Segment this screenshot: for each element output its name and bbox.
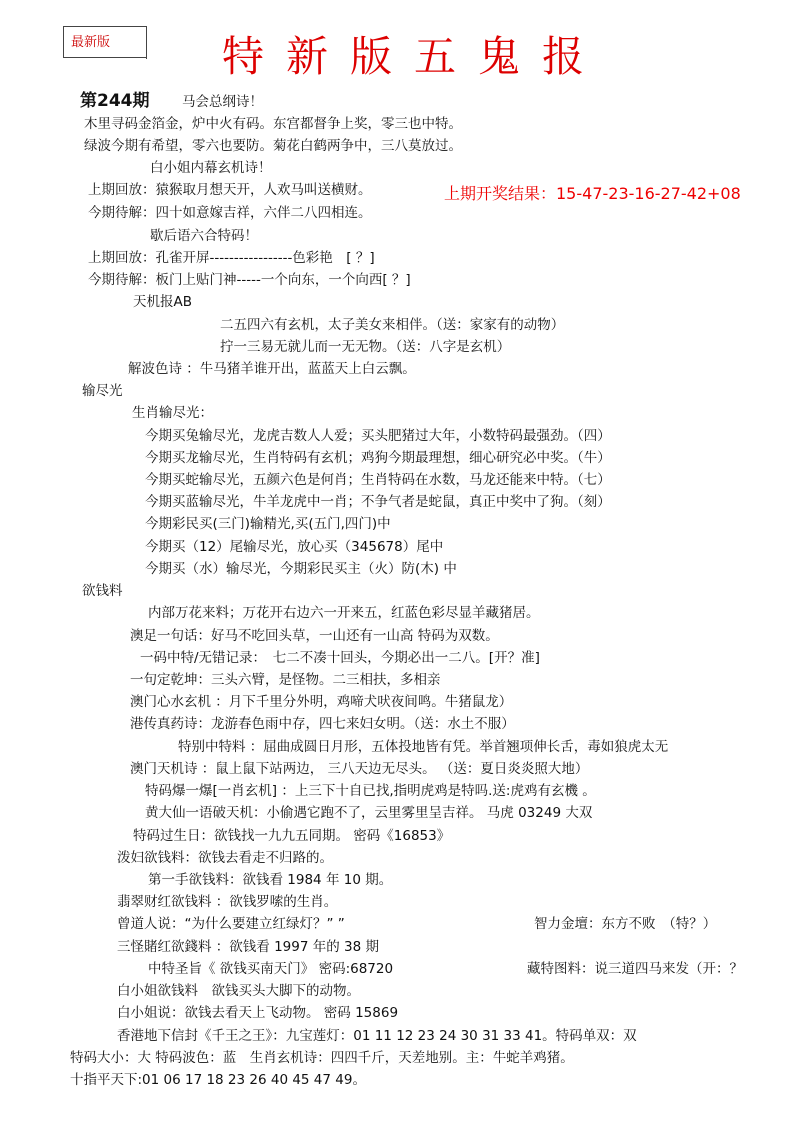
text-line: 马会总纲诗！ <box>182 94 263 110</box>
text-line: 智力金壇：东方不败 （特？） <box>534 916 717 932</box>
text-line: 十指平天下:01 06 17 18 23 26 40 45 47 49。 <box>70 1072 366 1088</box>
text-line: 今期待解：板门上贴门神-----一个向东，一个向西[ ？] <box>88 272 411 288</box>
text-line: 第一手欲钱料：欲钱看 1984 年 10 期。 <box>148 872 393 888</box>
text-line: 曾道人说：“为什么要建立红绿灯？” ” <box>117 916 345 932</box>
text-line: 香港地下信封《千王之王》：九宝莲灯：01 11 12 23 24 30 31 33 41。特码单双：双 <box>117 1028 637 1044</box>
text-line: 白小姐欲钱料 欲钱买头大脚下的动物。 <box>117 983 360 999</box>
text-line: 特别中特料 ：屈曲成圆日月形，五体投地皆有凭。举首翘项伸长舌，毒如狼虎太无 <box>178 739 669 755</box>
text-line: 特码爆一爆[一肖玄机] ：上三下十自已找,指明虎鸡是特吗.送:虎鸡有玄機 。 <box>145 783 596 799</box>
text-line: 生肖输尽光： <box>132 405 213 421</box>
text-line: 澳足一句话：好马不吃回头草，一山还有一山高 特码为双数。 <box>130 628 499 644</box>
text-line: 绿波今期有希望，零六也要防。菊花白鹤两争中，三八莫放过。 <box>84 138 462 154</box>
text-line: 木里寻码金箔金，炉中火有码。东宫都督争上奖，零三也中特。 <box>84 116 462 132</box>
text-line: 上期回放：孔雀开屏-----------------色彩艳 [ ？] <box>88 250 375 266</box>
text-line: 今期买兔输尽光，龙虎吉数人人爱；买头肥猪过大年，小数特码最强劲。（四） <box>145 428 611 444</box>
text-line: 三怪賭红欲錢料 ：欲钱看 1997 年的 38 期 <box>117 939 379 955</box>
text-line: 特码过生日：欲钱找一九九五同期。 密码《16853》 <box>133 828 451 844</box>
text-line: 歇后语六合特码！ <box>150 228 258 244</box>
section-heading: 输尽光 <box>82 383 123 399</box>
page-title: 特新版五鬼报 <box>222 32 607 81</box>
text-line: 特码大小：大 特码波色：蓝 生肖玄机诗：四四千斤，天差地别。主：牛蛇羊鸡猪。 <box>70 1050 574 1066</box>
text-line: 今期买龙输尽光，生肖特码有玄机；鸡狗今期最理想，细心研究必中奖。（牛） <box>145 450 611 466</box>
text-line: 一句定乾坤：三头六臂，是怪物。二三相扶，多相亲 <box>130 672 441 688</box>
text-line: 上期回放：猿猴取月想天开，人欢马叫送横财。 <box>88 182 372 198</box>
text-line: 一码中特/无错记录： 七二不凑十回头，今期必出一二八。[开？准] <box>140 650 540 666</box>
text-line: 黄大仙一语破天机：小偷遇它跑不了，云里雾里呈吉祥。 马虎 03249 大双 <box>145 805 593 821</box>
last-draw-result: 上期开奖结果：15-47-23-16-27-42+08 <box>444 184 741 203</box>
text-line: 白小姐内幕玄机诗！ <box>150 160 272 176</box>
text-line: 二五四六有玄机，太子美女来相伴。（送：家家有的动物） <box>220 317 565 333</box>
edition-badge: 最新版 <box>63 26 147 58</box>
text-line: 今期待解：四十如意嫁吉祥，六伴二八四相连。 <box>88 205 372 221</box>
text-line: 今期彩民买(三门)输精光,买(五门,四门)中 <box>145 516 391 532</box>
text-line: 今期买蛇输尽光，五颜六色是何肖；生肖特码在水数，马龙还能来中特。（七） <box>145 472 611 488</box>
text-line: 内部万花来料；万花开右边六一开来五，红蓝色彩尽显羊藏猪居。 <box>148 605 540 621</box>
text-line: 澳门心水玄机 ：月下千里分外明，鸡啼犬吠夜间鸣。牛猪鼠龙） <box>130 694 513 710</box>
text-line: 拧一三易无就儿而一无无物。（送：八字是玄机） <box>220 339 511 355</box>
text-line: 港传真药诗：龙游春色雨中存，四七来妇女明。（送：水土不服） <box>130 716 515 732</box>
text-line: 今期买（水）输尽光，今期彩民买主（火）防(木) 中 <box>145 561 457 577</box>
section-heading: 欲钱料 <box>82 583 123 599</box>
issue-number: 第244期 <box>80 91 150 111</box>
text-line: 泼妇欲钱料：欲钱去看走不归路的。 <box>117 850 333 866</box>
text-line: 澳门天机诗 ：鼠上鼠下站两边， 三八天边无尽头。 （送：夏日炎炎照大地） <box>130 761 589 777</box>
text-line: 今期买（12）尾输尽光，放心买（345678）尾中 <box>145 539 444 555</box>
text-line: 解波色诗 ：牛马猪羊谁开出，蓝蓝天上白云飘。 <box>128 361 416 377</box>
text-line: 白小姐说：欲钱去看天上飞动物。 密码 15869 <box>117 1005 399 1021</box>
text-line: 今期买蓝输尽光，牛羊龙虎中一肖；不争气者是蛇鼠，真正中奖中了狗。（刻） <box>145 494 611 510</box>
text-line: 天机报AB <box>133 294 192 310</box>
text-line: 中特圣旨《 欲钱买南天门》 密码:68720 <box>148 961 394 977</box>
text-line: 翡翠财红欲钱料 ：欲钱罗嗦的生肖。 <box>117 894 338 910</box>
text-line: 藏特图料：说三道四马来发（开：？ <box>527 961 743 977</box>
